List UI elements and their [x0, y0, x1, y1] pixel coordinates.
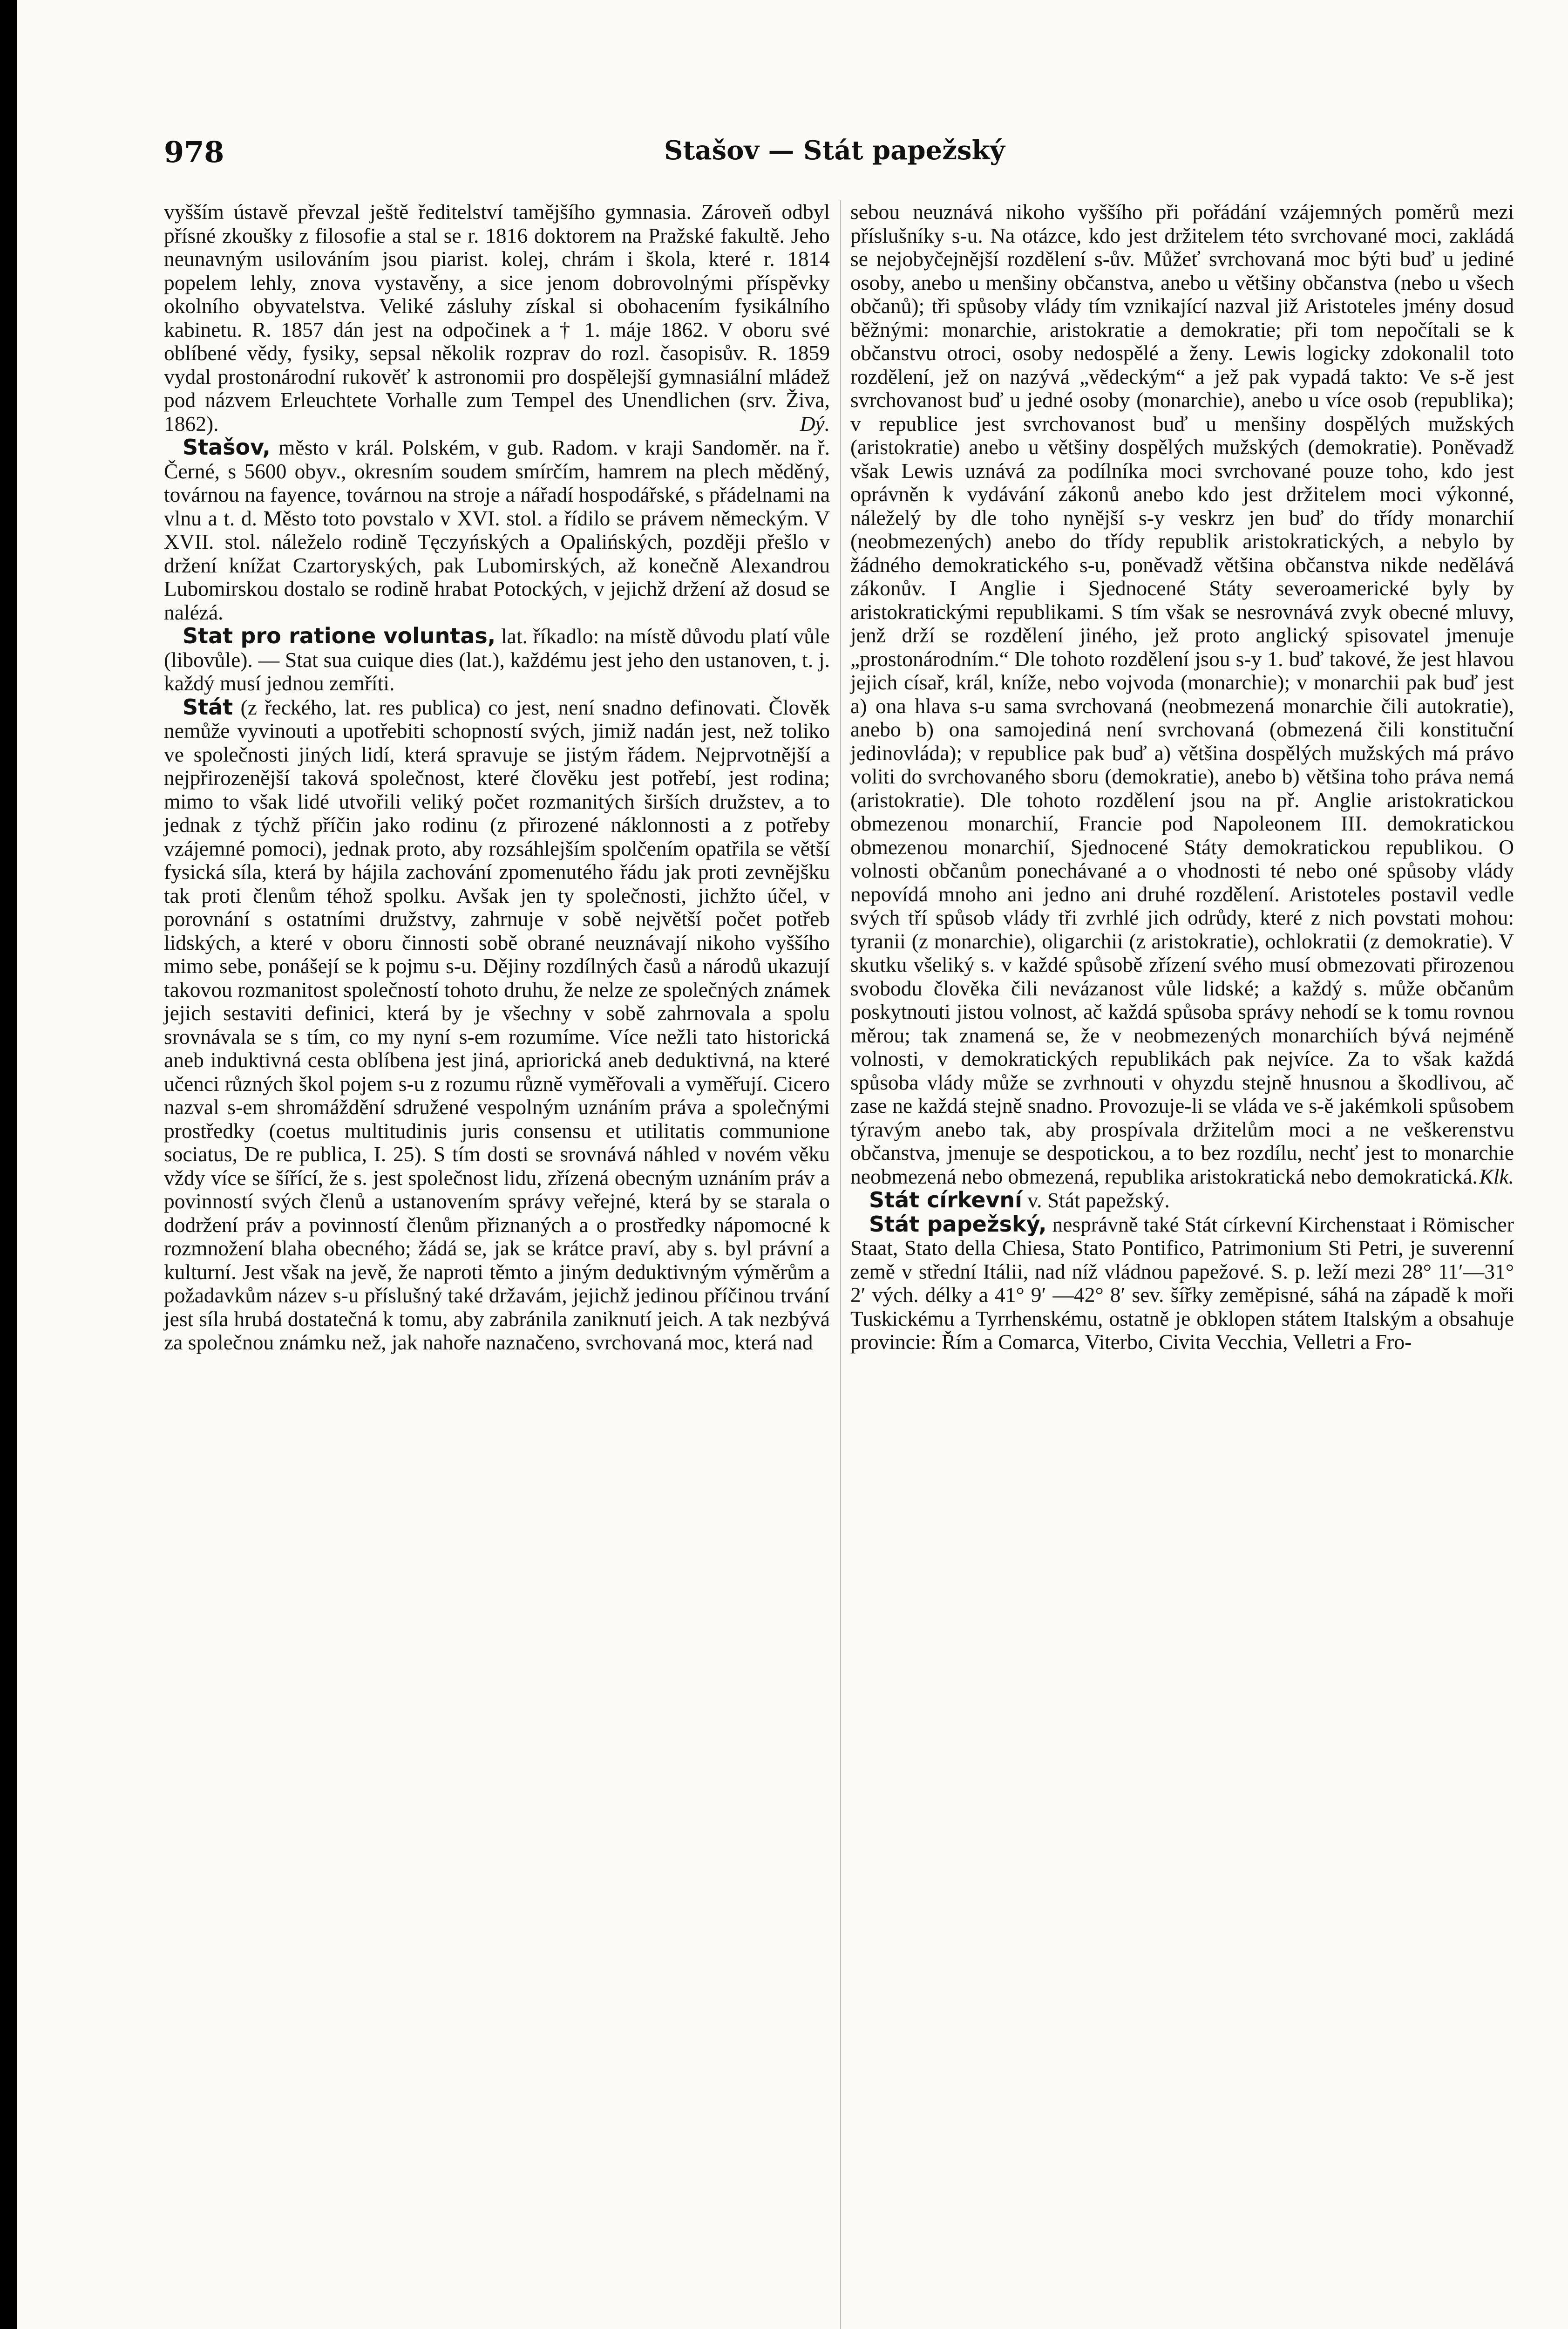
entry-heading: Stat pro ratione voluntas,	[183, 623, 496, 648]
entry-heading: Stát papežský,	[869, 1211, 1047, 1237]
entry-heading: Stát	[183, 694, 233, 720]
author-signature: Klk.	[1479, 1164, 1514, 1188]
left-column	[164, 200, 830, 1355]
running-title: Stašov — Stát papežský	[664, 135, 1005, 166]
entry-stasov-town: Stašov, město v král. Polském, v gub. Radom. v kraji Sandoměr. na ř. Černé, s 5600 obyv., okresním soudem smírčím, hamrem na plech měděný, továrnou na fayence, továrnou na stroje a nářadí hospodářské, s přádelnami na vlnu a t. d. Město toto povstalo v XVI. stol. a řídilo se právem německým. V XVII. stol. náleželo rodině Tęczyńských a Opalińských, později přešlo v držení knížat Czartoryských, pak Lubomirských, až konečně Alexandrou Lubomirskou dostalo se rodině hrabat Potockých, v jejichž držení až dosud se nalézá.	[164, 435, 830, 624]
entry-stat-papezsky: Stát papežský, nesprávně také Stát církevní Kirchenstaat i Römischer Staat, Stato della Chiesa, Stato Pontifico, Patrimonium Sti Petri, je suverenní země v střední Itálii, nad níž vládnou papežové. S. p. leží mezi 28° 11′—31° 2′ vých. délky a 41° 9′ —42° 8′ sev. šířky zeměpisné, sáhá na západě k moři Tuskickému a Tyrrhenskému, ostatně je obklopen státem Italským a obsahuje provincie: Řím a Comarca, Viterbo, Civita Vecchia, Velletri a Fro-	[850, 1211, 1514, 1354]
entry-heading: Stašov,	[183, 435, 271, 460]
entry-stat-continued: sebou neuznává nikoho vyššího při pořádání vzájemných poměrů mezi příslušníky s-u. Na otázce, kdo jest držitelem této svrchované moci, zakládá se nejobyčejnější rozdělení s-ův. Můžeť svrchovaná moc býti buď u jediné osoby, anebo u menšiny občanstva, anebo u většiny občanstva (nebo u všech občanů); tři spůsoby vlády tím vznikající nazval již Aristoteles jmény dosud běžnými: monarchie, aristokratie a demokratie; při tom nepočítali se k občanstvu otroci, osoby nedospělé a ženy. Lewis logicky zdokonalil toto rozdělení, jež on nazývá „vědeckým“ a jež pak vypadá takto: Ve s-ě jest svrchovanost buď u jedné osoby (monarchie), anebo u více osob (republika); v republice jest svrchovanost buď u menšiny dospělých mužských (aristokratie) anebo u většiny dospělých mužských (demokratie). Poněvadž však Lewis uznává za podílníka moci svrchované pouze toho, kdo jest oprávněn k vydávání zákonů anebo kdo jest držitelem moci výkonné, náleželý by dle toho nynější s-y veskrz jen buď do třídy monarchií (neobmezených) anebo do třídy republik aristokratických, a nebylo by žádného demokratického s-u, poněvadž většina občanstva nikde nedělává zákonův. I Anglie i Sjednocené Státy severoamerické byly by aristokratickými republikami. S tím však se nesrovnává zvyk obecné mluvy, jenž drží se rozdělení jiného, jež proto anglický spisovatel jmenuje „prostonárodním.“ Dle tohoto rozdělení jsou s-y 1. buď takové, že jest hlavou jejich císař, král, kníže, nebo vojvoda (monarchie); v monarchii pak buď jest a) ona hlava s-u sama svrchovaná (neobmezená monarchie čili autokratie), anebo b) ona samojediná není svrchovaná (obmezená čili konstituční jedinovláda); v republice pak buď a) většina dospělých mužských má právo voliti do svrchovaného sboru (demokratie), anebo b) většina toho práva nemá (aristokratie). Dle tohoto rozdělení jsou na př. Anglie aristokratickou obmezenou monarchií, Francie pod Napoleonem III. demokratickou obmezenou monarchií, Sjednocené Státy demokratickou republikou. O volnosti občanům ponechávané a o vhodnosti té nebo oné spůsoby vlády nepovídá mnoho ani jedno ani druhé rozdělení. Aristoteles postavil vedle svých tří spůsob vlády tři zvrhlé jich odrůdy, které z nich povstati mohou: tyranii (z monarchie), oligarchii (z aristokratie), ochlokratii (z demokratie). V skutku všeliký s. v každé spůsobě zřízení svého musí obmezovati přirozenou svobodu člověka čili nevázanost vůle lidské; a každý s. může občanům poskytnouti jistou volnost, ač každá spůsoba správy nehodí se k tomu rovnou měrou; tak znamená se, že v neobmezených monarchiích bývá nejméně volnosti, v demokratických republikách pak nejvíce. Za to však každá spůsoba vlády může se zvrhnouti v ohyzdu stejně hnusnou a škodlivou, ač zase ne každá stejně snadno. Provozuje-li se vláda ve s-ě jakémkoli spůsobem týravým anebo tak, aby prospívala držitelům moci a ne veškerenstvu občanstva, jmenuje se despotickou, a to bez rozdílu, nechť jest to monarchie neobmezená nebo obmezená, republika aristokratická nebo demokratická. Klk.	[850, 200, 1514, 1188]
entry-stat: Stát (z řeckého, lat. res publica) co jest, není snadno definovati. Člověk nemůže vyvinouti a upotřebiti schopností svých, jimiž nadán jest, než toliko ve společnosti jiných lidí, která spravuje se jistým řádem. Nejprvotnější a nejpřirozenější taková společnost, které člověku jest potřebí, jest rodina; mimo to však lidé utvořili veliký počet rozmanitých širších družstev, a to jednak z týchž příčin jako rodinu (z přirozené náklonnosti a z potřeby vzájemné pomoci), jednak proto, aby rozsáhlejším spolčením opatřila se větší fysická síla, která by hájila zachování zpomenutého řádu jak proti zevnějšku tak proti členům téhož spolku. Avšak jen ty společnosti, jichžto účel, v porovnání s ostatními družstvy, zahrnuje v sobě největší počet potřeb lidských, a které v oboru činnosti sobě obrané neuznávají nikoho vyššího mimo sebe, ponášejí se k pojmu s-u. Dějiny rozdílných časů a národů ukazují takovou rozmanitost společností tohoto druhu, že nelze ze společných známek jejich sestaviti definici, která by je všechny v sobě zahrnovala a spolu srovnávala se s tím, co my nyní s-em rozumíme. Více nežli tato historická aneb induktivná cesta oblíbena jest jiná, apriorická aneb deduktivná, na které učenci různých škol pojem s-u z rozumu různě vyměřovali a vyměřují. Cicero nazval s-em shromáždění sdružené vespolným uznáním práva a společnými prostředky (coetus multitudinis juris consensu et utilitatis communione sociatus, De re publica, I. 25). S tím dosti se srovnává náhled v novém věku vždy více se šířící, že s. jest společnost lidu, zřízená obecným uznáním práv a povinností svých členů a ustanovením správy veřejné, která by se starala o dodržení práv a povinností členům přiznaných a o prostředky nápomocné k rozmnožení blaha obecného; žádá se, jak se krátce praví, aby s. byl právní a kulturní. Jest však na jevě, že naproti těmto a jiným deduktivným výměrům a požadavkům název s-u příslušný také državám, jejichž jedinou příčinou trvání jest síla hrubá dostatečná k tomu, aby zabránila zaniknutí jeich. A tak nezbývá za společnou známku než, jak nahoře naznačeno, svrchovaná moc, která nad	[164, 694, 830, 1354]
column-divider	[840, 200, 841, 2329]
author-signature: Dý.	[800, 411, 830, 436]
entry-stat-pro-ratione: Stat pro ratione voluntas, lat. říkadlo: na místě důvodu platí vůle (libovůle). — Stat sua cuique dies (lat.), každému jest jeho den ustanoven, t. j. každý musí jednou zemříti.	[164, 623, 830, 695]
entry-stasov-biography: vyšším ústavě převzal ještě ředitelství tamějšího gymnasia. Zároveň odbyl přísné zkoušky z filosofie a stal se r. 1816 doktorem na Pražské fakultě. Jeho neunavným usilováním jsou piarist. kolej, chrám i škola, které r. 1814 popelem lehly, znova vystavěny, a sice jenom dobrovolnými příspěvky okolního obyvatelstva. Veliké zásluhy získal si obohacením fysikálního kabinetu. R. 1857 dán jest na odpočinek a † 1. máje 1862. V oboru své oblíbené vědy, fysiky, sepsal několik rozprav do rozl. časopisův. R. 1859 vydal prostonárodní rukověť k astronomii pro dospělejší gymnasiální mládež pod názvem Erleuchtete Vorhalle zum Tempel des Unendlichen (srv. Živa, 1862). Dý.	[164, 200, 830, 436]
page-number: 978	[164, 135, 224, 169]
book-page	[17, 0, 1568, 2329]
entry-heading: Stát církevní	[869, 1187, 1022, 1212]
right-column	[850, 200, 1514, 1354]
entry-stat-cirkevni: Stát církevní v. Stát papežský.	[869, 1187, 1170, 1212]
